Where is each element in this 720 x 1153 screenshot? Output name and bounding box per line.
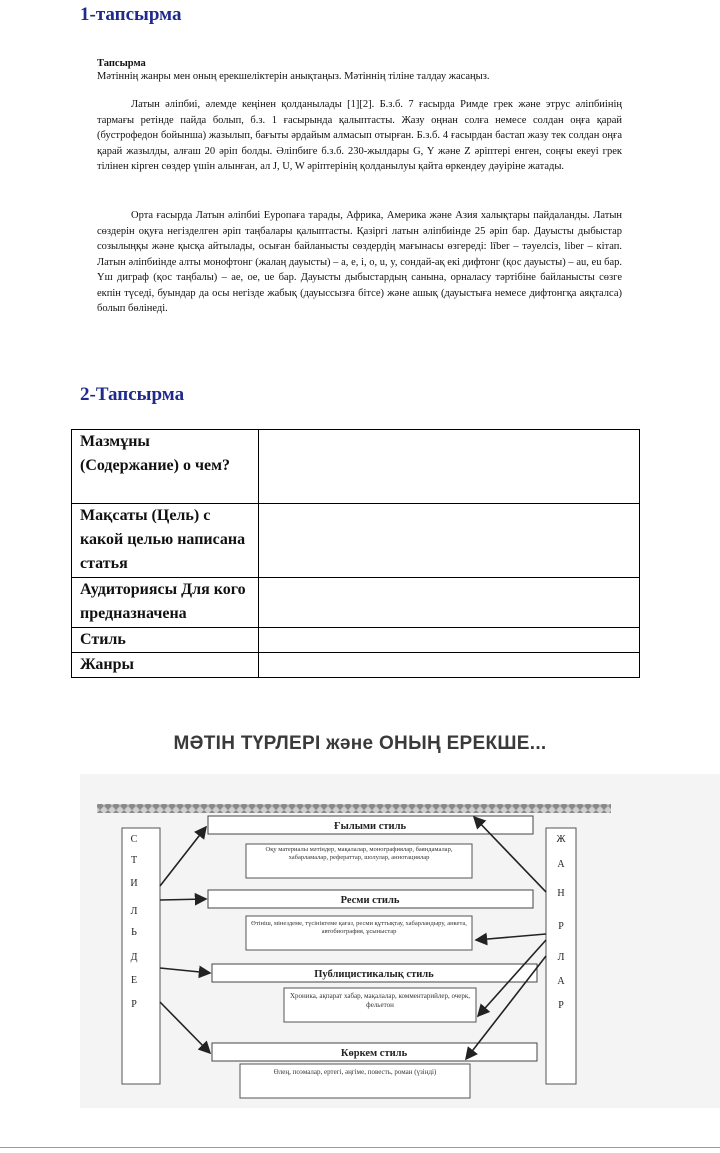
task1-heading: 1-тапсырма [80,4,182,25]
right-letter: А [557,976,565,987]
right-letter: Ж [556,834,566,845]
style-examples: Оқу материалы мәтіндер, мақалалар, монографиялар, баяндамалар, хабарламалар, рефераттар, шолулар, аннотациялар [265,846,453,861]
task1-instruction-block [97,57,622,83]
page-bottom-divider [0,1147,720,1148]
right-letter: Н [557,888,565,899]
right-letter: Л [557,952,565,963]
left-letter: Ь [131,927,137,938]
table-cell-value[interactable] [259,578,640,628]
analysis-table [71,429,640,678]
table-cell-label: Стиль [72,628,259,653]
style-name: Ғылыми стиль [333,821,407,832]
text-paragraph-2: Орта ғасырда Латын әліпбиі Еуропаға тарады, Африка, Америка және Азия халықтары пайдаланды. Латын сөздерін оқуға негізделген әріп таңбалары қалыптасты. Қазіргі латын әліпбиінде 25 әріп бар. Дауысты дыбыстар созылыңқы және қысқа айтылады, осыған байланысты сөздердің мағынасы өзгереді: līber – тәуелсіз, liber – кітап. Латын әліпбиінде алты монофтонг (жалаң дауысты) – a, e, i, o, u, y, сондай-ақ екі дифтонг (қос дауысты) – au, eu бар. Үш диграф (қос таңбалы) – ae, oe, ue бар. Дауысты дыбыстардың санына, орналасу тәртібіне байланысты сөзге екпін түседі, буындар да осы негізде жабық (дауыссызға бітсе) және ашық (дауыстыға немесе дифтонгқа аяқталса) болып бөлінеді. [97,210,622,314]
table-cell-label: Аудиториясы Для кого предназначена [72,578,259,628]
right-letter: А [557,859,565,870]
table-cell-value[interactable] [259,504,640,578]
table-row [72,430,640,504]
style-name: Ресми стиль [340,895,400,906]
slide-title: МӘТІН ТҮРЛЕРІ және ОНЫҢ ЕРЕКШЕ... [173,733,547,754]
left-letter: Л [130,906,138,917]
arrow [160,899,206,900]
right-letter: Р [558,1000,564,1011]
table-cell-label: Жанры [72,653,259,678]
table-row [72,504,640,578]
style-name: Публицистикалық стиль [314,969,434,980]
table-cell-label: Мақсаты (Цель) с какой целью написана статья [72,504,259,578]
table-cell-value[interactable] [259,430,640,504]
table-cell-label: Мазмұны (Содержание) о чем? [72,430,259,504]
left-letter: Т [130,855,138,866]
left-letter: И [130,878,138,889]
left-letter: С [130,834,138,845]
table-row [72,628,640,653]
style-examples: Өлең, поэмалар, ертегі, әңгіме, повесть, роман (үзінді) [273,1068,437,1076]
table-row [72,578,640,628]
task2-heading: 2-Тапсырма [80,384,185,405]
right-letter: Р [558,921,564,932]
text-paragraph-1: Латын әліпбиі, әлемде кеңінен қолданылады [1][2]. Б.з.б. 7 ғасырда Римде грек және этрус әліпбиінің тармағы ретінде пайда болып, б.з. 1 ғасырында қалыптасты. Жазу оңнан солға немесе солдан оңға қарай (бустрофедон бойынша) жазылып, бағыты әрдайым алмасып отырған. Б.з.б. 4 ғасырдан бастап жазу тек солдан оңға қарай жазылды, алғаш 20 әріп болды. Әліпбиге б.з.б. 230-жылдары G, Y және Z әріптері енген, соңғы екеуі грек тілінен кірген сөздер үшін алынған, ал J, U, W әріптерінің қолданылуы қайта өркендеу дәуіріне жатады. [97,99,622,172]
task-label: Тапсырма [97,58,146,69]
left-letter: Р [131,999,137,1010]
ornament-border [97,804,611,813]
style-examples: Өтініш, мінездеме, түсініктеме қағаз, ресми құттықтау, хабарландыру, анкета, автобиография, ұсыныстар [251,920,467,935]
table-cell-value[interactable] [259,628,640,653]
left-vertical-box [122,828,160,1084]
style-examples: Хроника, ақпарат хабар, мақалалар, комментарийлер, очерк, фельетон [289,992,471,1009]
left-letter: Е [130,975,138,986]
text-styles-diagram [0,770,720,1130]
table-row [72,653,640,678]
style-name: Көркем стиль [340,1048,408,1059]
task-instruction: Мәтіннің жанры мен оның ерекшеліктерін анықтаңыз. Мәтіннің тіліне талдау жасаңыз. [97,71,490,82]
table-cell-value[interactable] [259,653,640,678]
left-letter: Д [130,952,138,963]
